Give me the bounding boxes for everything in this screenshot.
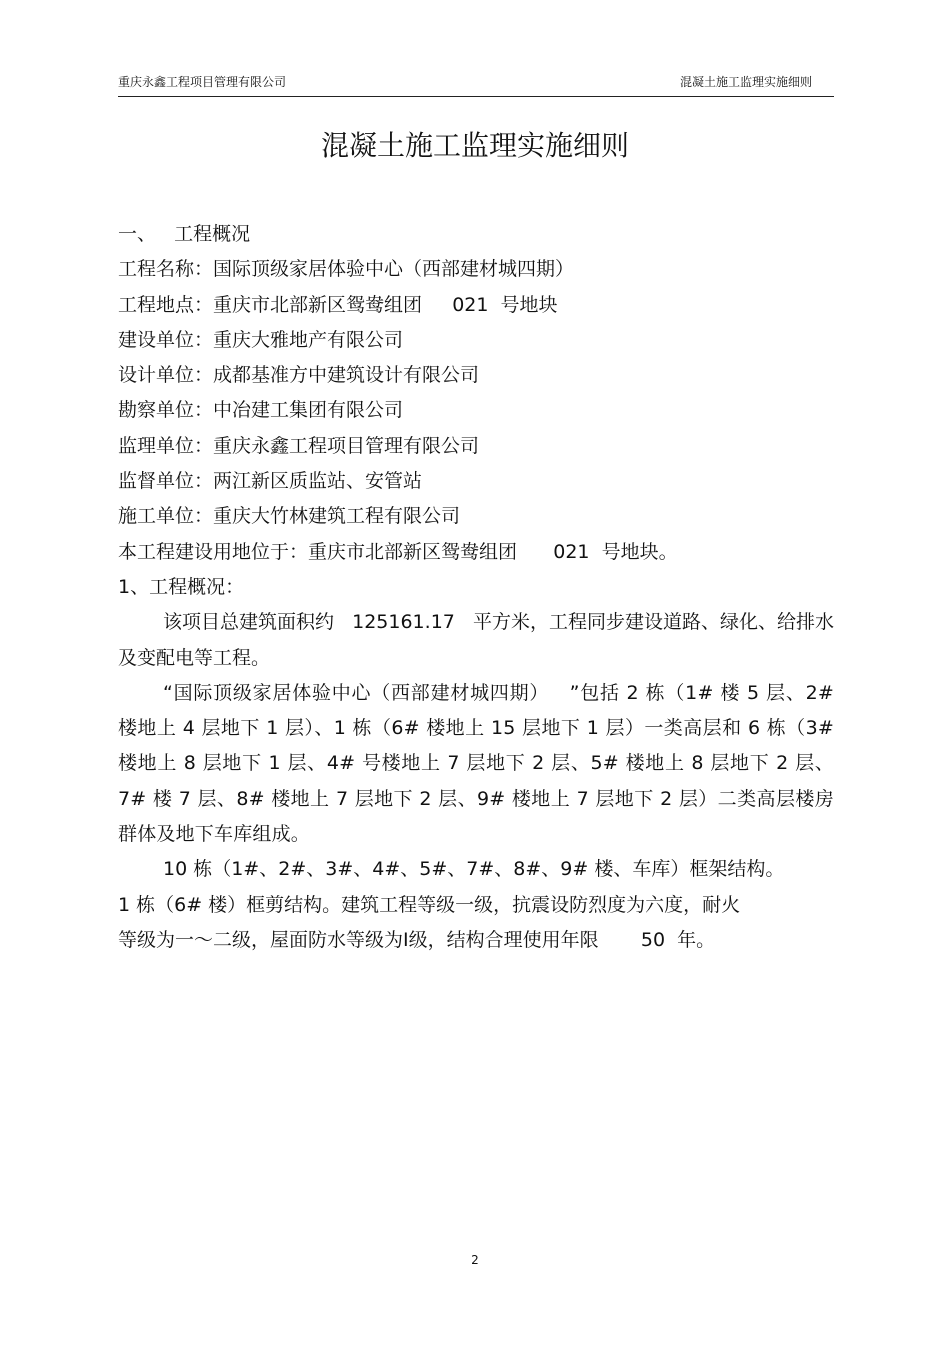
- info-contractor: 施工单位：重庆大竹林建筑工程有限公司: [118, 505, 461, 528]
- header-doc-title: 混凝土施工监理实施细则: [679, 75, 812, 89]
- info-designer: 设计单位：成都基准方中建筑设计有限公司: [118, 364, 480, 387]
- subheading-overview: 1、工程概况：: [118, 575, 245, 598]
- paragraph-area: 该项目总建筑面积约 125161.17 平方米，工程同步建设道路、绿化、给排水及变配电等工程。: [118, 611, 834, 669]
- info-regulator: 监督单位：两江新区质监站、安管站: [118, 470, 423, 493]
- info-project-name: 工程名称：国际顶级家居体验中心（西部建材城四期）: [118, 258, 575, 281]
- info-supervisor: 监理单位：重庆永鑫工程项目管理有限公司: [118, 434, 480, 457]
- info-project-location: 工程地点：重庆市北部新区鸳鸯组团 021 号地块: [118, 293, 558, 316]
- paragraph-structure: 10 栋（1#、2#、3#、4#、5#、7#、8#、9# 楼、车库）框架结构。: [163, 858, 785, 881]
- header-company: 重庆永鑫工程项目管理有限公司: [118, 75, 287, 89]
- info-owner: 建设单位：重庆大雅地产有限公司: [118, 328, 404, 351]
- document-title: 混凝土施工监理实施细则: [320, 129, 629, 162]
- document-body: [118, 217, 841, 958]
- section-heading: 一、 工程概况: [118, 223, 251, 245]
- page-header: [118, 74, 834, 97]
- closing-line-1: 1 栋（6# 楼）框剪结构。建筑工程等级一级，抗震设防烈度为六度，耐火: [118, 893, 741, 916]
- page-number: 2: [471, 1253, 479, 1267]
- paragraph-buildings: “国际顶级家居体验中心（西部建材城四期） ”包括 2 栋（1# 楼 5 层、2# 楼地上 4 层地下 1 层）、1 栋（6# 楼地上 15 层地下 1 层）一类高层和 6 栋（3# 楼地上 8 层地下 1 层、4# 号楼地上 7 层地下 2 层、5# 楼地上 8 层地下 2 层、7# 楼 7 层、8# 楼地上 7 层地下 2 层、9# 楼地上 7 层地下 2 层）二类高层楼房群体及地下车库组成。: [118, 681, 841, 846]
- closing-line-2: 等级为一～二级，屋面防水等级为Ⅰ级，结构合理使用年限 50 年。: [118, 928, 716, 951]
- info-site: 本工程建设用地位于：重庆市北部新区鸳鸯组团 021 号地块。: [118, 540, 678, 563]
- info-surveyor: 勘察单位：中冶建工集团有限公司: [118, 399, 404, 422]
